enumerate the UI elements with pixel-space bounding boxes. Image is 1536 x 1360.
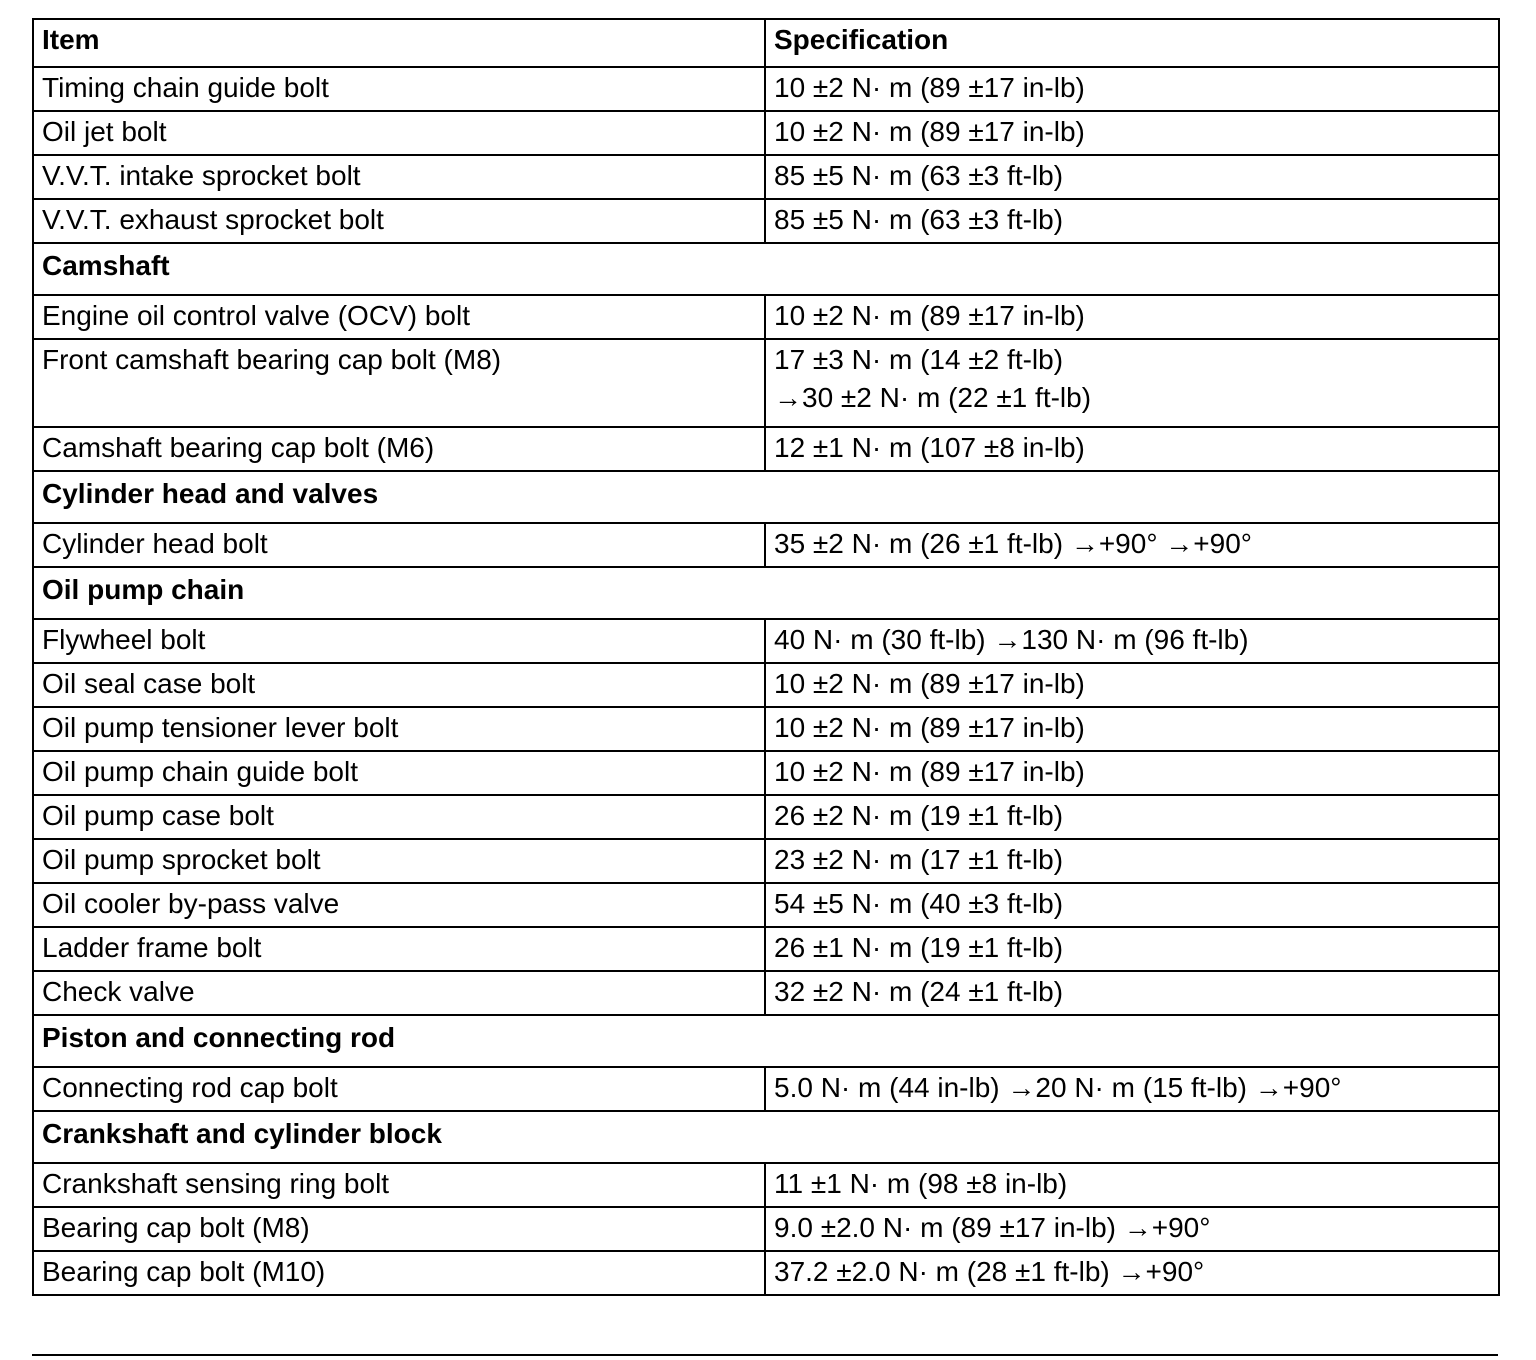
torque-spec-table (32, 18, 1500, 1296)
table-row (33, 619, 1499, 663)
specification-line: 32 ±2 N· m (24 ±1 ft-lb) (774, 976, 1064, 1007)
specification-line: 17 ±3 N· m (14 ±2 ft-lb) (774, 344, 1064, 375)
table-row (33, 295, 1499, 339)
item-cell: Cylinder head bolt (33, 523, 765, 567)
specification-cell (765, 883, 1499, 927)
specification-cell (765, 1163, 1499, 1207)
item-cell: Oil jet bolt (33, 111, 765, 155)
item-cell: Camshaft bearing cap bolt (M6) (33, 427, 765, 471)
column-header-specification: Specification (765, 19, 1499, 67)
column-header-item: Item (33, 19, 765, 67)
specification-cell (765, 971, 1499, 1015)
specification-cell (765, 663, 1499, 707)
specification-line: 85 ±5 N· m (63 ±3 ft-lb) (774, 160, 1064, 191)
specification-line: 23 ±2 N· m (17 ±1 ft-lb) (774, 844, 1064, 875)
table-row (33, 427, 1499, 471)
specification-line: 10 ±2 N· m (89 ±17 in-lb) (774, 300, 1085, 331)
table-row (33, 707, 1499, 751)
table-row (33, 839, 1499, 883)
item-cell: Oil pump tensioner lever bolt (33, 707, 765, 751)
item-cell: V.V.T. intake sprocket bolt (33, 155, 765, 199)
table-row (33, 1163, 1499, 1207)
item-cell: Oil pump sprocket bolt (33, 839, 765, 883)
specification-cell (765, 1067, 1499, 1111)
specification-line: 10 ±2 N· m (89 ±17 in-lb) (774, 116, 1085, 147)
table-row (33, 883, 1499, 927)
table-row (33, 663, 1499, 707)
item-cell: Oil pump chain guide bolt (33, 751, 765, 795)
specification-line: 12 ±1 N· m (107 ±8 in-lb) (774, 432, 1085, 463)
table-bottom-border (32, 1354, 1498, 1356)
item-cell: Timing chain guide bolt (33, 67, 765, 111)
table-header-row (33, 19, 1499, 67)
specification-line: 85 ±5 N· m (63 ±3 ft-lb) (774, 204, 1064, 235)
section-title: Piston and connecting rod (33, 1015, 1499, 1067)
table-row (33, 795, 1499, 839)
specification-line: 10 ±2 N· m (89 ±17 in-lb) (774, 72, 1085, 103)
specification-cell (765, 155, 1499, 199)
specification-cell (765, 339, 1499, 427)
specification-cell (765, 199, 1499, 243)
specification-line: 37.2 ±2.0 N· m (28 ±1 ft-lb) →+90° (774, 1256, 1205, 1287)
item-cell: Ladder frame bolt (33, 927, 765, 971)
specification-cell (765, 1251, 1499, 1295)
table-row (33, 971, 1499, 1015)
specification-line: 10 ±2 N· m (89 ±17 in-lb) (774, 756, 1085, 787)
section-title: Cylinder head and valves (33, 471, 1499, 523)
section-row (33, 1015, 1499, 1067)
item-cell: Connecting rod cap bolt (33, 1067, 765, 1111)
table-row (33, 1251, 1499, 1295)
item-cell: Oil cooler by-pass valve (33, 883, 765, 927)
specification-line: 26 ±1 N· m (19 ±1 ft-lb) (774, 932, 1064, 963)
specification-cell (765, 619, 1499, 663)
table-row (33, 111, 1499, 155)
specification-cell (765, 67, 1499, 111)
table-row (33, 751, 1499, 795)
item-cell: Bearing cap bolt (M10) (33, 1251, 765, 1295)
specification-line: 10 ±2 N· m (89 ±17 in-lb) (774, 712, 1085, 743)
section-title: Camshaft (33, 243, 1499, 295)
specification-cell (765, 1207, 1499, 1251)
table-row (33, 1207, 1499, 1251)
item-cell: Crankshaft sensing ring bolt (33, 1163, 765, 1207)
specification-cell (765, 795, 1499, 839)
section-title: Oil pump chain (33, 567, 1499, 619)
specification-line: 54 ±5 N· m (40 ±3 ft-lb) (774, 888, 1064, 919)
section-title: Crankshaft and cylinder block (33, 1111, 1499, 1163)
specification-cell (765, 839, 1499, 883)
table-row (33, 199, 1499, 243)
table-row (33, 67, 1499, 111)
specification-cell (765, 751, 1499, 795)
table-row (33, 339, 1499, 427)
specification-line: 26 ±2 N· m (19 ±1 ft-lb) (774, 800, 1064, 831)
specification-line: →30 ±2 N· m (22 ±1 ft-lb) (774, 382, 1092, 413)
item-cell: Oil seal case bolt (33, 663, 765, 707)
item-cell: Flywheel bolt (33, 619, 765, 663)
item-cell: Front camshaft bearing cap bolt (M8) (33, 339, 765, 427)
table-row (33, 927, 1499, 971)
table-row (33, 155, 1499, 199)
table-row (33, 1067, 1499, 1111)
specification-cell (765, 523, 1499, 567)
section-row (33, 471, 1499, 523)
specification-cell (765, 427, 1499, 471)
specification-cell (765, 707, 1499, 751)
item-cell: Oil pump case bolt (33, 795, 765, 839)
specification-line: 10 ±2 N· m (89 ±17 in-lb) (774, 668, 1085, 699)
specification-line: 35 ±2 N· m (26 ±1 ft-lb) →+90° →+90° (774, 528, 1252, 559)
item-cell: Engine oil control valve (OCV) bolt (33, 295, 765, 339)
table-row (33, 523, 1499, 567)
specification-line: 11 ±1 N· m (98 ±8 in-lb) (774, 1168, 1068, 1199)
item-cell: Check valve (33, 971, 765, 1015)
specification-line: 40 N· m (30 ft-lb) →130 N· m (96 ft-lb) (774, 624, 1249, 655)
torque-spec-table-body (33, 19, 1499, 1295)
section-row (33, 243, 1499, 295)
section-row (33, 567, 1499, 619)
specification-line: 5.0 N· m (44 in-lb) →20 N· m (15 ft-lb) →+90° (774, 1072, 1342, 1103)
item-cell: V.V.T. exhaust sprocket bolt (33, 199, 765, 243)
specification-line: 9.0 ±2.0 N· m (89 ±17 in-lb) →+90° (774, 1212, 1211, 1243)
specification-cell (765, 927, 1499, 971)
item-cell: Bearing cap bolt (M8) (33, 1207, 765, 1251)
specification-cell (765, 295, 1499, 339)
section-row (33, 1111, 1499, 1163)
specification-cell (765, 111, 1499, 155)
